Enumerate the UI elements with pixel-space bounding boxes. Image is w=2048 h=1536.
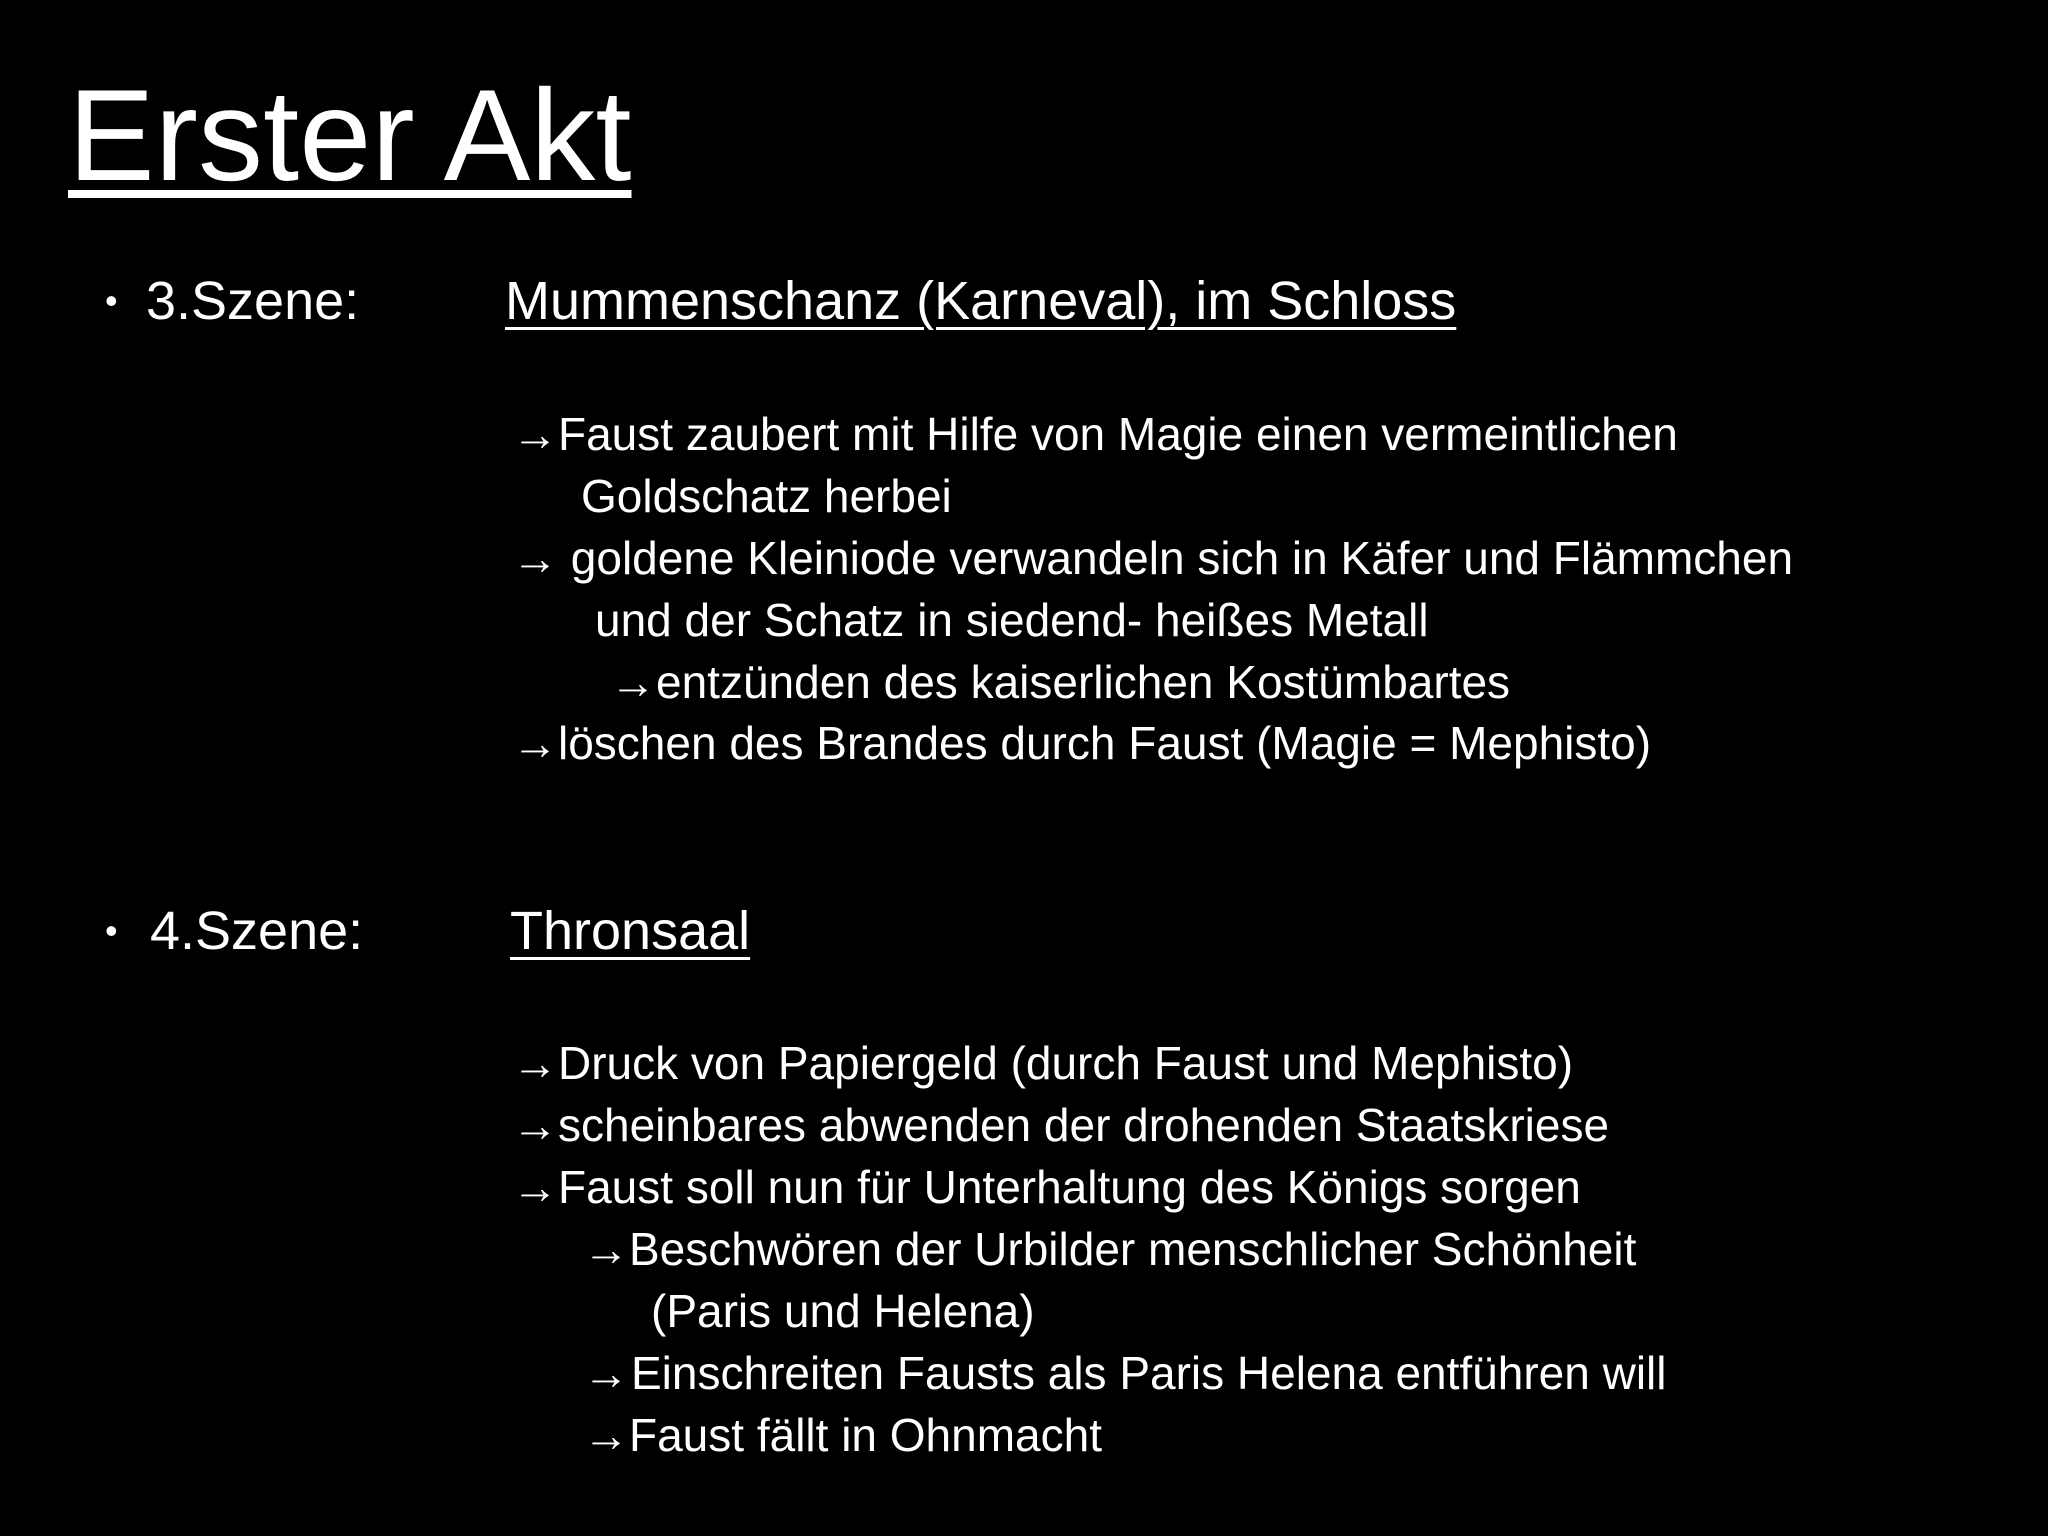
scene-3-line-1: →Faust zaubert mit Hilfe von Magie einen vermeintlichen bbox=[512, 408, 1678, 460]
scene-name: Thronsaal bbox=[510, 901, 751, 961]
scene-3-line-4: und der Schatz in siedend- heißes Metall bbox=[595, 594, 1429, 646]
arrow-right-icon: → bbox=[512, 408, 558, 460]
arrow-right-icon: → bbox=[512, 1161, 558, 1213]
arrow-right-icon: → bbox=[583, 1409, 629, 1461]
bullet-icon: • bbox=[105, 910, 118, 951]
arrow-right-icon: → bbox=[583, 1223, 629, 1275]
scene-4-line-2: →scheinbares abwenden der drohenden Staatskriese bbox=[512, 1099, 1610, 1151]
scene-3-line-5: →entzünden des kaiserlichen Kostümbartes bbox=[610, 656, 1511, 708]
scene-name: Mummenschanz (Karneval), im Schloss bbox=[505, 271, 1457, 331]
arrow-right-icon: → bbox=[512, 1037, 558, 1089]
arrow-right-icon: → bbox=[610, 656, 656, 708]
slide-title: Erster Akt bbox=[68, 62, 632, 208]
scene-4-line-1: →Druck von Papiergeld (durch Faust und Mephisto) bbox=[512, 1037, 1574, 1089]
arrow-right-icon: → bbox=[583, 1347, 629, 1399]
scene-label: 3.Szene: bbox=[146, 271, 360, 331]
scene-3-line-2: Goldschatz herbei bbox=[581, 470, 952, 522]
scene-4-line-3: →Faust soll nun für Unterhaltung des Königs sorgen bbox=[512, 1161, 1581, 1213]
scene-4-line-4: →Beschwören der Urbilder menschlicher Schönheit bbox=[583, 1223, 1637, 1275]
scene-4-line-6: →Einschreiten Fausts als Paris Helena entführen will bbox=[583, 1347, 1667, 1399]
arrow-right-icon: → bbox=[512, 1099, 558, 1151]
scene-3-line-3: → goldene Kleiniode verwandeln sich in Käfer und Flämmchen bbox=[512, 532, 1794, 584]
scene-4-line-5: (Paris und Helena) bbox=[651, 1285, 1035, 1337]
arrow-right-icon: → bbox=[512, 532, 558, 584]
arrow-right-icon: → bbox=[512, 717, 558, 769]
scene-label: 4.Szene: bbox=[150, 901, 364, 961]
scene-4-line-7: →Faust fällt in Ohnmacht bbox=[583, 1409, 1102, 1461]
scene-3-line-6: →löschen des Brandes durch Faust (Magie = Mephisto) bbox=[512, 717, 1652, 769]
bullet-icon: • bbox=[105, 280, 118, 321]
